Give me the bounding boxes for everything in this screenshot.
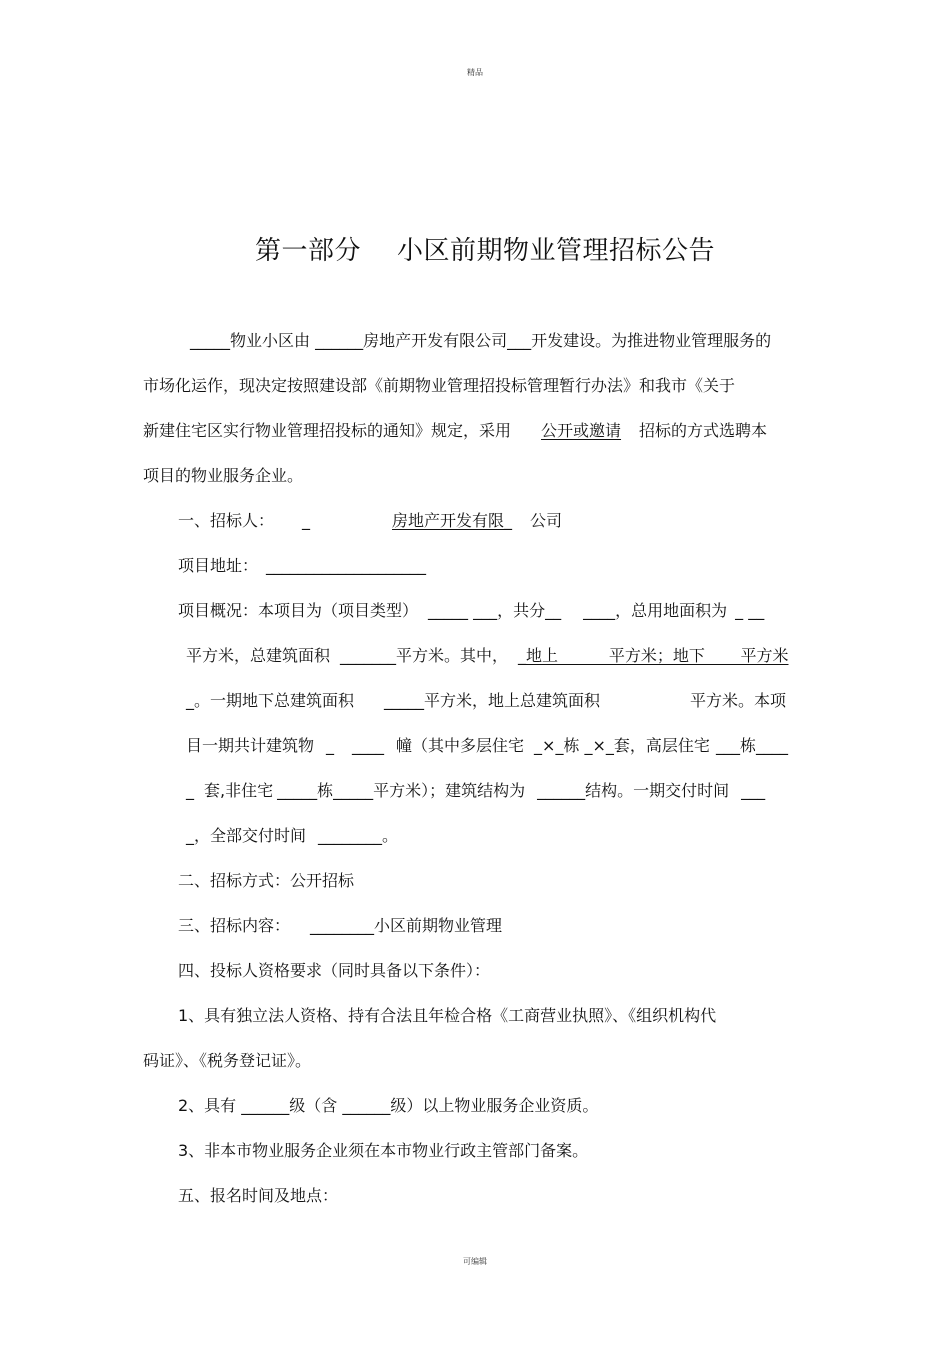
overview-5c: _____栋_____平方米）；建筑结构为	[277, 781, 526, 800]
overview-line-2	[186, 645, 789, 667]
overview-5d: ______结构。一期交付时间	[537, 781, 730, 800]
overview-line-5	[186, 780, 765, 802]
tenderer-blank-2: _	[504, 511, 513, 530]
requirement-3: 3、非本市物业服务企业须在本市物业行政主管部门备案。	[178, 1141, 589, 1160]
overview-4e: _×_栋 _×_套，高层住宅	[534, 736, 710, 755]
section-qualification: 四、投标人资格要求（同时具备以下条件）：	[178, 961, 491, 980]
address-blank: ____________________	[266, 556, 427, 575]
overview-2c: _地上 平方米；地下 平方米	[518, 646, 789, 665]
intro-line-1	[190, 330, 771, 352]
intro-line-3-a: 新建住宅区实行物业管理招投标的通知》规定，采用	[143, 421, 512, 440]
overview-line-6	[186, 825, 398, 847]
intro-text-1: 物业小区由	[230, 331, 316, 350]
tenderer-suffix: 公司	[530, 511, 563, 530]
overview-3c: 平方米。本项	[690, 691, 787, 710]
title-name: 小区前期物业管理招标公告	[397, 236, 716, 266]
overview-2b: _______平方米。其中，	[340, 646, 509, 665]
intro-line-4: 项目的物业服务企业。	[143, 466, 304, 485]
tenderer-label: 一、招标人：	[178, 511, 275, 530]
address-label: 项目地址：	[178, 556, 259, 575]
intro-text-2: 开发建设。为推进物业管理服务的	[531, 331, 772, 350]
overview-1c: ____，总用地面积为	[583, 601, 728, 620]
overview-3a: _。一期地下总建筑面积	[186, 691, 355, 710]
content-blank: ________	[310, 916, 375, 935]
overview-line-4	[186, 735, 788, 757]
overview-1b: _____ ___，共分__	[428, 601, 562, 620]
overview-5e: ___	[741, 781, 766, 800]
title-part: 第一部分	[254, 236, 361, 266]
section-method: 二、招标方式：公开招标	[178, 871, 355, 890]
section-tenderer	[178, 510, 562, 532]
intro-line-3-b: 招标的方式选聘本	[639, 421, 768, 440]
tenderer-company: 房地产开发有限	[392, 511, 505, 530]
tenderer-blank: _	[302, 511, 311, 530]
overview-5b: 套,非住宅	[204, 781, 274, 800]
overview-line-1	[178, 600, 764, 622]
section-content	[178, 915, 502, 937]
content-text: 小区前期物业管理	[374, 916, 503, 935]
project-address	[178, 555, 426, 577]
overview-4b: _	[326, 736, 335, 755]
overview-4f: ___栋____	[715, 736, 788, 755]
overview-4d: 幢（其中多层住宅	[396, 736, 525, 755]
requirement-2: 2、具有 ______级（含 ______级）以上物业服务企业资质。	[178, 1096, 599, 1115]
overview-6b: ________。	[318, 826, 399, 845]
requirement-1-line-1: 1、具有独立法人资格、持有合法且年检合格《工商营业执照》、《组织机构代	[178, 1006, 717, 1025]
section-registration: 五、报名时间及地点：	[178, 1186, 339, 1205]
intro-line-2: 市场化运作，现决定按照建设部《前期物业管理招投标管理暂行办法》和我市《关于	[143, 376, 736, 395]
page-header: 精品	[467, 68, 483, 77]
blank-community: _____	[190, 331, 230, 350]
overview-3b: _____平方米，地上总建筑面积	[384, 691, 601, 710]
overview-5a: _	[186, 781, 194, 800]
overview-2a: 平方米，总建筑面积	[186, 646, 331, 665]
page-footer: 可编辑	[463, 1257, 487, 1266]
page-title	[0, 230, 950, 267]
overview-line-3	[186, 690, 786, 712]
overview-4c: ____	[352, 736, 385, 755]
overview-1d: _ __	[735, 601, 765, 620]
tender-method: 公开或邀请	[541, 421, 622, 440]
overview-4a: 目一期共计建筑物	[186, 736, 315, 755]
requirement-1-line-2: 码证》、《税务登记证》。	[143, 1051, 312, 1070]
overview-6a: _，全部交付时间	[186, 826, 307, 845]
developer-name: ______房地产开发有限公司___	[315, 331, 532, 350]
overview-1a: 项目概况：本项目为（项目类型）	[178, 601, 419, 620]
intro-line-3	[143, 420, 767, 442]
content-label: 三、招标内容：	[178, 916, 291, 935]
